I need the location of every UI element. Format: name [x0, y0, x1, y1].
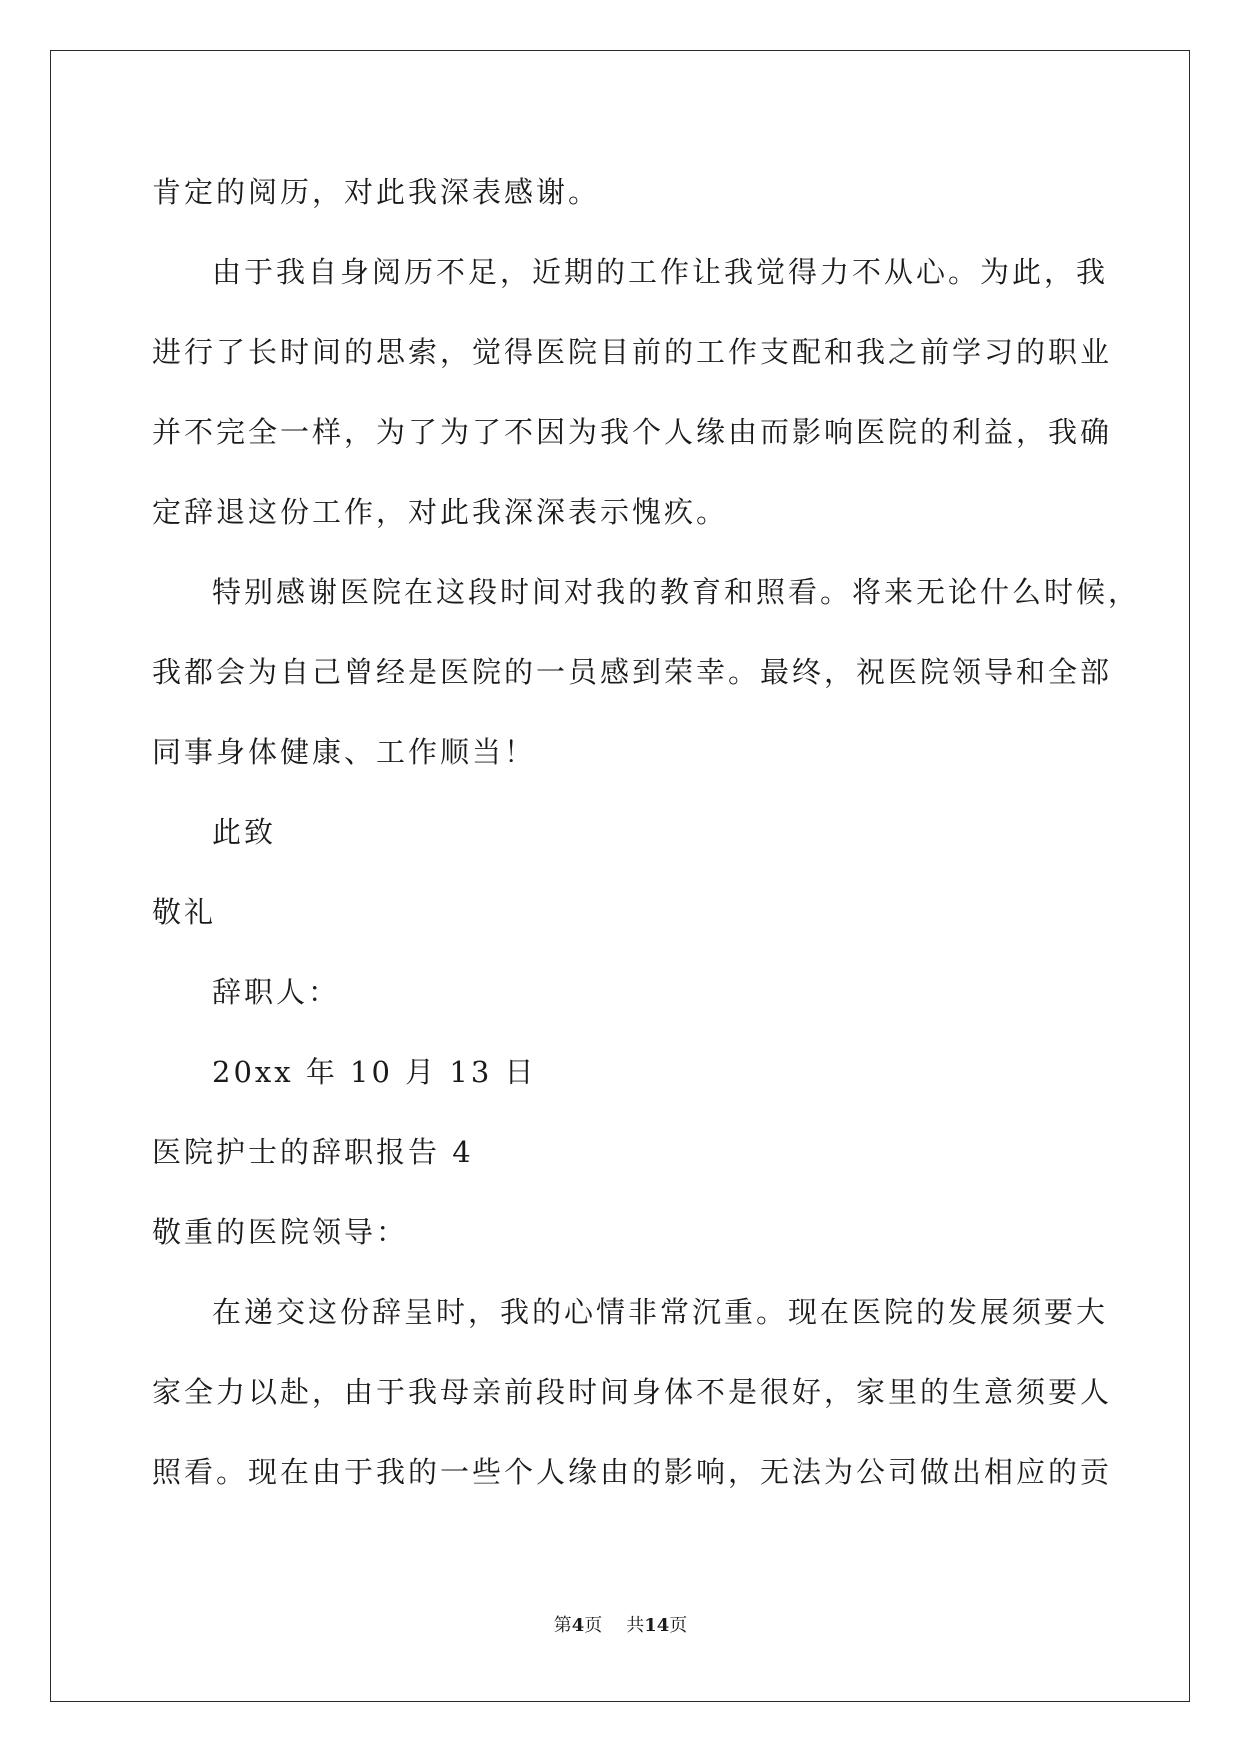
paragraph-start-line: 特别感谢医院在这段时间对我的教育和照看。将来无论什么时候，	[212, 575, 1141, 609]
letter-date: 20xx 年 10 月 13 日	[212, 1055, 537, 1089]
closing-salutation: 此致	[212, 815, 277, 849]
signature-label: 辞职人：	[212, 975, 341, 1009]
total-prefix: 共	[626, 1615, 645, 1636]
page-footer	[0, 1614, 1241, 1638]
closing-regards: 敬礼	[152, 895, 217, 929]
text-line: 家全力以赴，由于我母亲前段时间身体不是很好，家里的生意须要人	[152, 1375, 1113, 1409]
paragraph-start-line: 由于我自身阅历不足，近期的工作让我觉得力不从心。为此，我	[212, 255, 1109, 289]
text-line: 同事身体健康、工作顺当！	[152, 735, 537, 769]
text-line: 我都会为自己曾经是医院的一员感到荣幸。最终，祝医院领导和全部	[152, 655, 1113, 689]
letter-greeting: 敬重的医院领导：	[152, 1215, 409, 1249]
page-prefix: 第	[553, 1615, 572, 1636]
paragraph-start-line: 在递交这份辞呈时，我的心情非常沉重。现在医院的发展须要大	[212, 1295, 1109, 1329]
text-line: 定辞退这份工作，对此我深深表示愧疚。	[152, 495, 729, 529]
text-line: 并不完全一样，为了为了不因为我个人缘由而影响医院的利益，我确	[152, 415, 1113, 449]
text-line: 进行了长时间的思索，觉得医院目前的工作支配和我之前学习的职业	[152, 335, 1113, 369]
total-suffix: 页	[669, 1615, 688, 1636]
total-pages: 14	[644, 1615, 670, 1636]
text-line: 肯定的阅历，对此我深表感谢。	[152, 175, 601, 209]
page-number: 4	[571, 1615, 585, 1636]
section-title: 医院护士的辞职报告 4	[152, 1135, 474, 1169]
page-suffix: 页	[584, 1615, 603, 1636]
text-line: 照看。现在由于我的一些个人缘由的影响，无法为公司做出相应的贡	[152, 1455, 1113, 1489]
